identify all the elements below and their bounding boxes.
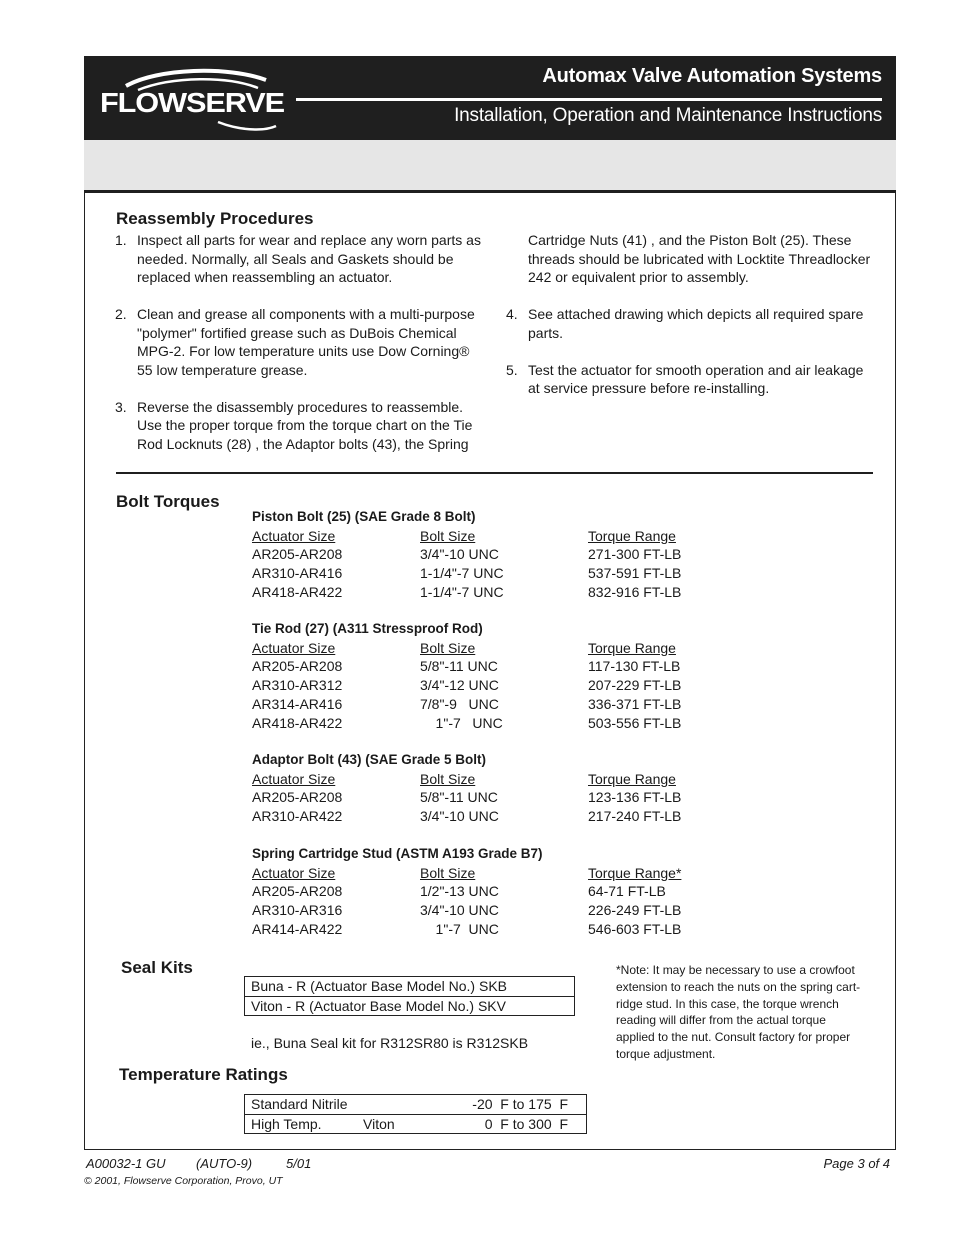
table-title: Tie Rod (27) (A311 Stressproof Rod) xyxy=(252,621,483,636)
spring-cartridge-table xyxy=(252,845,728,939)
temperature-heading: Temperature Ratings xyxy=(119,1065,288,1084)
table-row: AR414-AR422 1"-7 UNC 546-603 FT-LB xyxy=(252,920,682,937)
table-title: Adaptor Bolt (43) (SAE Grade 5 Bolt) xyxy=(252,752,487,767)
table-row: AR310-AR416 1-1/4"-7 UNC 537-591 FT-LB xyxy=(252,565,682,582)
bolt-torques-heading: Bolt Torques xyxy=(116,492,220,511)
table-row: Buna - R (Actuator Base Model No.) SKB xyxy=(251,978,507,994)
table-row: High Temp. Viton 0 F to 300 F xyxy=(245,1114,586,1133)
reassembly-heading: Reassembly Procedures xyxy=(116,209,314,228)
table-header-row: Actuator Size Bolt Size Torque Range* xyxy=(252,864,682,881)
table-row: AR205-AR208 5/8"-11 UNC 117-130 FT-LB xyxy=(252,658,681,675)
header-subtitle: Installation, Operation and Maintenance Instructions xyxy=(454,105,882,126)
list-item: 2. Clean and grease all components with a multi-purpose "polymer" fortified grease such as DuBois Chemical MPG-2. For low temperature units use Dow Corning® 55 low temperature grease. xyxy=(115,306,475,378)
table-row: AR205-AR208 1/2"-13 UNC 64-71 FT-LB xyxy=(252,883,666,900)
logo-wordmark: FLOWSERVE xyxy=(100,87,285,118)
table-header-row: Actuator Size Bolt Size Torque Range xyxy=(252,639,676,656)
seal-kits-table xyxy=(244,976,575,1016)
footer-page-number: Page 3 of 4 xyxy=(823,1156,890,1171)
seal-kit-example: ie., Buna Seal kit for R312SR80 is R312SKB xyxy=(251,1035,529,1051)
table-header-row: Actuator Size Bolt Size Torque Range xyxy=(252,770,676,787)
header-divider xyxy=(296,98,882,101)
reassembly-left-column xyxy=(115,231,495,453)
tie-rod-table xyxy=(252,620,728,732)
table-row: AR310-AR316 3/4"-10 UNC 226-249 FT-LB xyxy=(252,902,682,919)
section-divider xyxy=(116,472,873,474)
list-item: 4. See attached drawing which depicts all required spare parts. xyxy=(506,306,864,341)
table-row: AR418-AR422 1-1/4"-7 UNC 832-916 FT-LB xyxy=(252,583,682,600)
table-row: Viton - R (Actuator Base Model No.) SKV xyxy=(245,996,574,1015)
header-band xyxy=(84,140,896,193)
list-item: Cartridge Nuts (41) , and the Piston Bolt (25). These threads should be lubricated with Locktite Threadlocker 242 or equivalent prior to assembly. xyxy=(528,232,871,285)
table-row: AR310-AR312 3/4"-12 UNC 207-229 FT-LB xyxy=(252,677,682,694)
torque-footnote: *Note: It may be necessary to use a crowfoot extension to reach the nuts on the spring cart- ridge stud. In this case, the torque wrench reading will differ from the actual torque applied to the nut. Consult factory for proper torque adjustment. xyxy=(616,963,861,1061)
table-title: Piston Bolt (25) (SAE Grade 8 Bolt) xyxy=(252,509,476,524)
reassembly-right-column xyxy=(506,231,876,398)
temperature-table xyxy=(244,1094,587,1134)
table-row: Standard Nitrile -20 F to 175 F xyxy=(251,1096,568,1112)
table-row: AR205-AR208 3/4"-10 UNC 271-300 FT-LB xyxy=(252,546,682,563)
list-item: 1. Inspect all parts for wear and replace any worn parts as needed. Normally, all Seals and Gaskets should be replaced when reassembling an actuator. xyxy=(115,232,481,285)
footer-date: 5/01 xyxy=(286,1156,312,1171)
table-header-row: Actuator Size Bolt Size Torque Range xyxy=(252,527,676,544)
footer-copyright: © 2001, Flowserve Corporation, Provo, UT xyxy=(84,1175,283,1187)
table-title: Spring Cartridge Stud (ASTM A193 Grade B7) xyxy=(252,846,543,861)
list-item: 3. Reverse the disassembly procedures to reassemble. Use the proper torque from the torque chart on the Tie Rod Locknuts (28) , the Adaptor bolts (43), the Spring xyxy=(115,398,473,452)
footer-code: (AUTO-9) xyxy=(196,1156,253,1171)
table-row: AR314-AR416 7/8"-9 UNC 336-371 FT-LB xyxy=(252,695,682,712)
table-row: AR418-AR422 1"-7 UNC 503-556 FT-LB xyxy=(252,714,682,731)
header-bar xyxy=(84,56,896,140)
header-title: Automax Valve Automation Systems xyxy=(542,65,882,87)
seal-kits-heading: Seal Kits xyxy=(121,958,193,977)
flowserve-logo xyxy=(98,64,298,134)
adaptor-bolt-table xyxy=(252,751,728,826)
piston-bolt-table xyxy=(252,508,728,602)
list-item: 5. Test the actuator for smooth operation and air leakage at service pressure before re-installing. xyxy=(506,361,864,396)
table-row: AR310-AR422 3/4"-10 UNC 217-240 FT-LB xyxy=(252,808,682,825)
table-row: AR205-AR208 5/8"-11 UNC 123-136 FT-LB xyxy=(252,789,682,806)
footer-doc-id: A00032-1 GU xyxy=(86,1156,166,1171)
